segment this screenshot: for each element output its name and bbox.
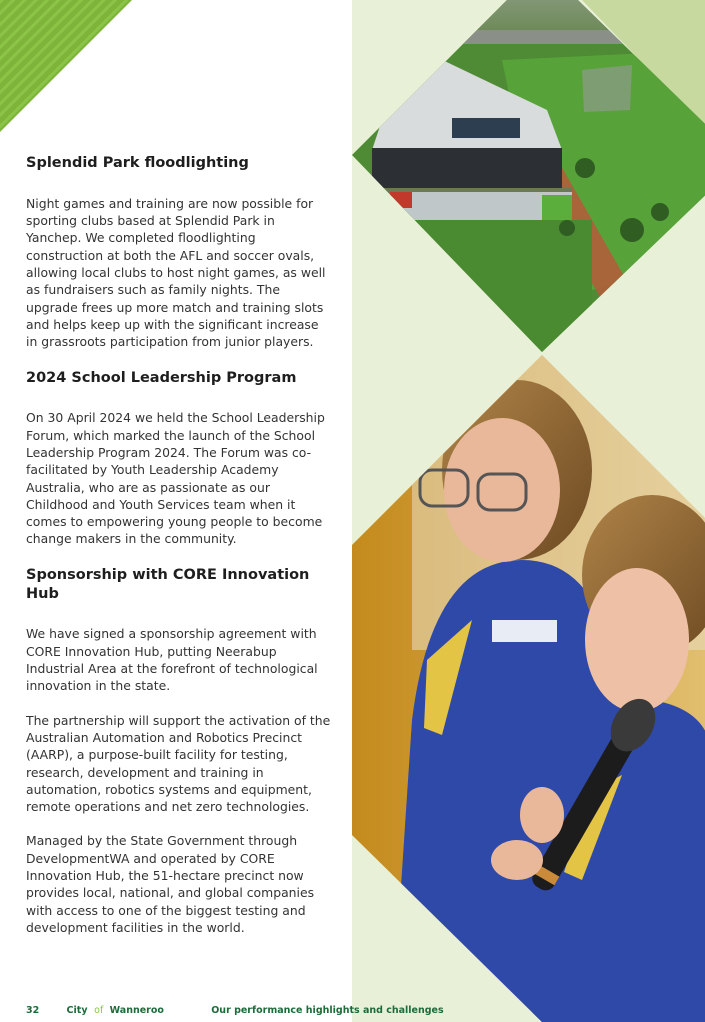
brand-wanneroo: Wanneroo xyxy=(109,1005,164,1016)
section-paragraph: Managed by the State Government through DevelopmentWA and operated by CORE Innovation Hub, the 51-hectare precinct now provides local, national, and global companies with access to one of the biggest testing and development facilities in the world. xyxy=(26,833,315,935)
section-school-leadership xyxy=(26,369,332,548)
page-number: 32 xyxy=(26,1005,40,1016)
students-photo xyxy=(352,350,705,1022)
section-paragraph: We have signed a sponsorship agreement with CORE Innovation Hub, putting Neerabup Industrial Area at the forefront of technological innovation in the state. xyxy=(26,626,318,694)
page-footer xyxy=(26,1005,444,1016)
section-core-innovation xyxy=(26,566,332,936)
section-heading: 2024 School Leadership Program xyxy=(26,369,297,386)
brand-city: City xyxy=(66,1005,88,1016)
chapter-title: Our performance highlights and challenges xyxy=(211,1005,444,1016)
corner-decoration xyxy=(0,0,140,140)
section-heading: Splendid Park floodlighting xyxy=(26,155,249,171)
section-paragraph: Night games and training are now possible for sporting clubs based at Splendid Park in Yanchep. We completed floodlighting construction at both the AFL and soccer ovals, allowing local clubs to host night games, as well as fundraisers such as family nights. The upgrade frees up more match and training slots and helps keep up with the significant increase in grassroots participation from junior players. xyxy=(26,195,326,350)
section-paragraph: The partnership will support the activation of the Australian Automation and Robotics Precinct (AARP), a purpose-built facility for testing, research, development and training in automation, robotics systems and equipment, remote operations and net zero technologies. xyxy=(26,712,331,815)
section-paragraph: On 30 April 2024 we held the School Leadership Forum, which marked the launch of the School Leadership Program 2024. The Forum was co-facilitated by Youth Leadership Academy Australia, who are as passionate as our Childhood and Youth Services team when it comes to empowering young people to become change makers in the community. xyxy=(26,410,325,547)
section-splendid-park xyxy=(26,154,332,351)
article-column xyxy=(26,154,332,954)
brand-of: of xyxy=(94,1005,104,1016)
photo-collage xyxy=(352,0,705,1022)
section-heading: Sponsorship with CORE Innovation Hub xyxy=(26,566,310,602)
